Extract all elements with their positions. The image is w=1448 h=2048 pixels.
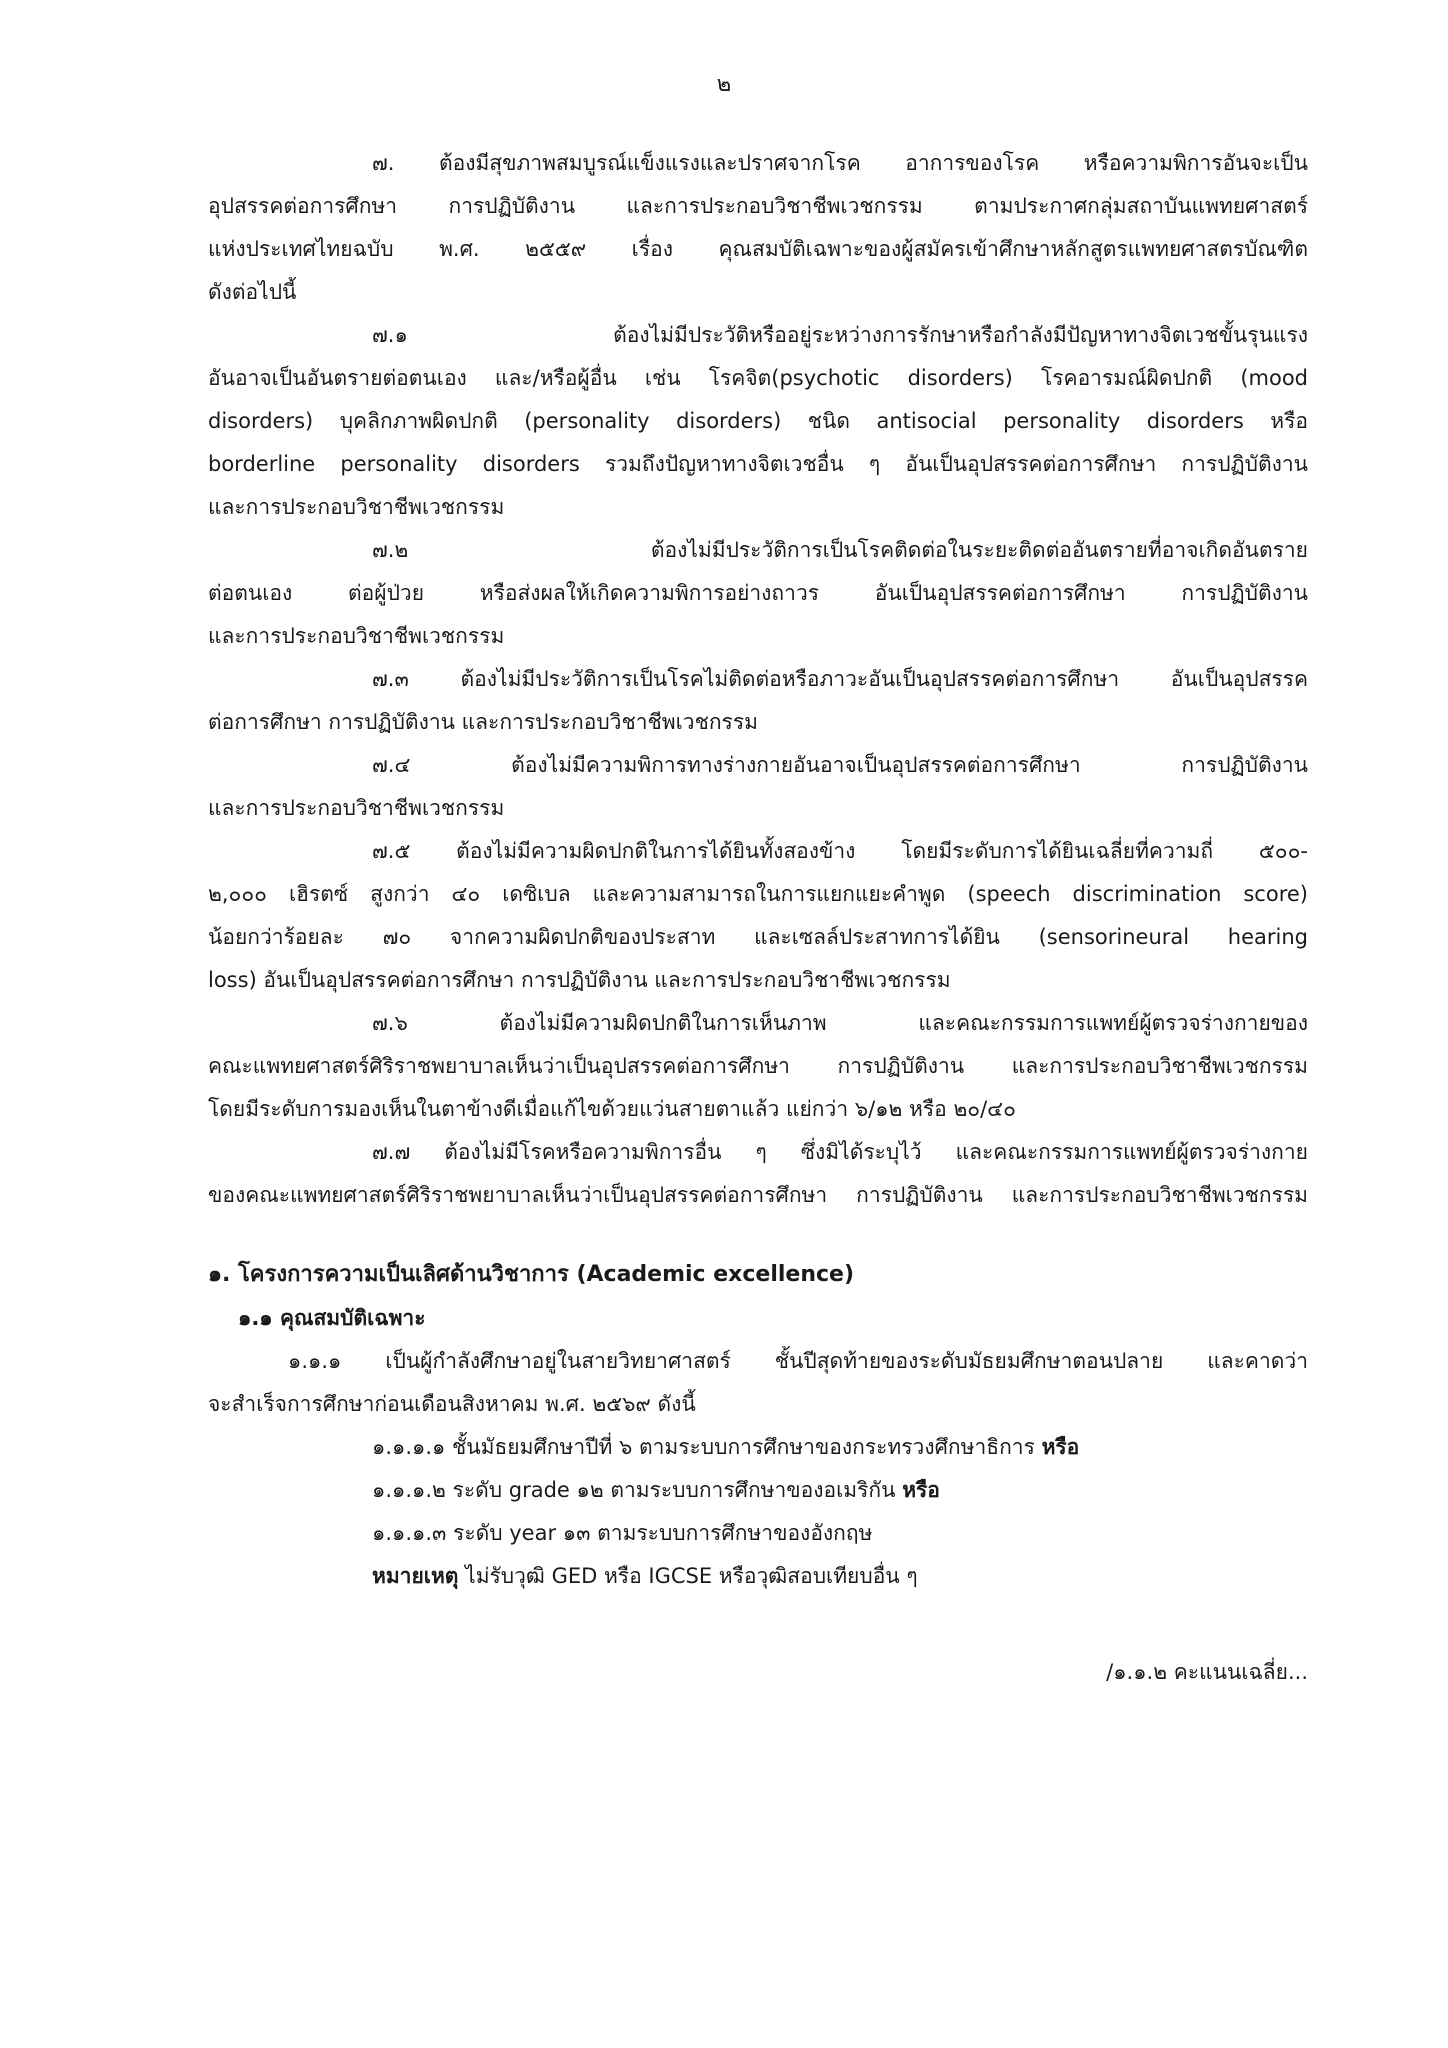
- paragraph-line: ต่อการศึกษา การปฏิบัติงาน และการประกอบวิชาชีพเวชกรรม: [208, 710, 758, 734]
- paragraph-line: และการประกอบวิชาชีพเวชกรรม: [208, 495, 505, 519]
- paragraph-line: คณะแพทยศาสตร์ศิริราชพยาบาลเห็นว่าเป็นอุปสรรคต่อการศึกษา การปฏิบัติงาน และการประกอบวิชาชีพเวชกรรม: [208, 1054, 1308, 1078]
- subsection-heading: ๑.๑ คุณสมบัติเฉพาะ: [238, 1306, 426, 1330]
- paragraph-line: ๗.๖ ต้องไม่มีความผิดปกติในการเห็นภาพ และคณะกรรมการแพทย์ผู้ตรวจร่างกายของ: [372, 1011, 1308, 1035]
- section-heading: ๑. โครงการความเป็นเลิศด้านวิชาการ (Academic excellence): [208, 1262, 855, 1287]
- option-line: [372, 1518, 1448, 1548]
- paragraph-line: borderline personality disorders รวมถึงปัญหาทางจิตเวชอื่น ๆ อันเป็นอุปสรรคต่อการศึกษา การปฏิบัติงาน: [208, 452, 1308, 476]
- paragraph-line: ๗.๕ ต้องไม่มีความผิดปกติในการได้ยินทั้งสองข้าง โดยมีระดับการได้ยินเฉลี่ยที่ความถี่ ๕๐๐-: [372, 839, 1308, 863]
- paragraph-line: และการประกอบวิชาชีพเวชกรรม: [208, 796, 505, 820]
- paragraph-line: ๗.๗ ต้องไม่มีโรคหรือความพิการอื่น ๆ ซึ่งมิได้ระบุไว้ และคณะกรรมการแพทย์ผู้ตรวจร่างกาย: [372, 1140, 1308, 1164]
- paragraph-line: และการประกอบวิชาชีพเวชกรรม: [208, 624, 505, 648]
- paragraph-line: โดยมีระดับการมองเห็นในตาข้างดีเมื่อแก้ไขด้วยแว่นสายตาแล้ว แย่กว่า ๖/๑๒ หรือ ๒๐/๔๐: [208, 1097, 1016, 1121]
- paragraph-line: ๒,๐๐๐ เฮิรตซ์ สูงกว่า ๔๐ เดซิเบล และความสามารถในการแยกแยะคำพูด (speech discrimination score): [208, 882, 1308, 906]
- page-number: ๒: [716, 72, 732, 97]
- note-label: หมายเหตุ: [372, 1564, 459, 1588]
- option-conjunction: หรือ: [1041, 1435, 1080, 1459]
- paragraph-line: loss) อันเป็นอุปสรรคต่อการศึกษา การปฏิบัติงาน และการประกอบวิชาชีพเวชกรรม: [208, 968, 951, 992]
- note-line: [372, 1561, 1448, 1591]
- paragraph-line: ๗.๑ ต้องไม่มีประวัติหรืออยู่ระหว่างการรักษาหรือกำลังมีปัญหาทางจิตเวชขั้นรุนแรง: [372, 323, 1308, 347]
- paragraph-line: ๗.๓ ต้องไม่มีประวัติการเป็นโรคไม่ติดต่อหรือภาวะอันเป็นอุปสรรคต่อการศึกษา อันเป็นอุปสรรค: [372, 667, 1308, 691]
- paragraph-line: แห่งประเทศไทยฉบับ พ.ศ. ๒๕๕๙ เรื่อง คุณสมบัติเฉพาะของผู้สมัครเข้าศึกษาหลักสูตรแพทยศาสตรบัณฑิต: [208, 237, 1308, 261]
- paragraph-line: อุปสรรคต่อการศึกษา การปฏิบัติงาน และการประกอบวิชาชีพเวชกรรม ตามประกาศกลุ่มสถาบันแพทยศาสตร์: [208, 194, 1308, 218]
- paragraph-line: ๗. ต้องมีสุขภาพสมบูรณ์แข็งแรงและปราศจากโรค อาการของโรค หรือความพิการอันจะเป็น: [372, 151, 1308, 175]
- paragraph-line: ของคณะแพทยศาสตร์ศิริราชพยาบาลเห็นว่าเป็นอุปสรรคต่อการศึกษา การปฏิบัติงาน และการประกอบวิชาชีพเวชกรรม: [208, 1183, 1308, 1207]
- option-line: [372, 1432, 1448, 1462]
- option-line: [372, 1475, 1448, 1505]
- continuation-marker: /๑.๑.๒ คะแนนเฉลี่ย...: [1106, 1660, 1308, 1684]
- paragraph-line: ดังต่อไปนี้: [208, 280, 297, 304]
- paragraph-line: ๑.๑.๑ เป็นผู้กำลังศึกษาอยู่ในสายวิทยาศาสตร์ ชั้นปีสุดท้ายของระดับมัธยมศึกษาตอนปลาย และคาดว่า: [288, 1349, 1308, 1373]
- option-conjunction: หรือ: [902, 1478, 940, 1502]
- paragraph-line: ๗.๔ ต้องไม่มีความพิการทางร่างกายอันอาจเป็นอุปสรรคต่อการศึกษา การปฏิบัติงาน: [372, 753, 1308, 777]
- option-text: ๑.๑.๑.๒ ระดับ grade ๑๒ ตามระบบการศึกษาของอเมริกัน: [372, 1478, 903, 1502]
- option-text: ๑.๑.๑.๑ ชั้นมัธยมศึกษาปีที่ ๖ ตามระบบการศึกษาของกระทรวงศึกษาธิการ: [372, 1435, 1042, 1459]
- note-text: ไม่รับวุฒิ GED หรือ IGCSE หรือวุฒิสอบเทียบอื่น ๆ: [458, 1564, 918, 1588]
- option-text: ๑.๑.๑.๓ ระดับ year ๑๓ ตามระบบการศึกษาของอังกฤษ: [372, 1521, 873, 1545]
- paragraph-line: ๗.๒ ต้องไม่มีประวัติการเป็นโรคติดต่อในระยะติดต่ออันตรายที่อาจเกิดอันตราย: [372, 538, 1308, 562]
- paragraph-line: ต่อตนเอง ต่อผู้ป่วย หรือส่งผลให้เกิดความพิการอย่างถาวร อันเป็นอุปสรรคต่อการศึกษา การปฏิบัติงาน: [208, 581, 1308, 605]
- paragraph-line: น้อยกว่าร้อยละ ๗๐ จากความผิดปกติของประสาท และเซลล์ประสาทการได้ยิน (sensorineural hearing: [208, 925, 1308, 949]
- paragraph-line: จะสำเร็จการศึกษาก่อนเดือนสิงหาคม พ.ศ. ๒๕๖๙ ดังนี้: [208, 1392, 696, 1416]
- paragraph-line: disorders) บุคลิกภาพผิดปกติ (personality disorders) ชนิด antisocial personality disorders หรือ: [208, 409, 1308, 433]
- paragraph-line: อันอาจเป็นอันตรายต่อตนเอง และ/หรือผู้อื่น เช่น โรคจิต(psychotic disorders) โรคอารมณ์ผิดปกติ (mood: [208, 366, 1308, 390]
